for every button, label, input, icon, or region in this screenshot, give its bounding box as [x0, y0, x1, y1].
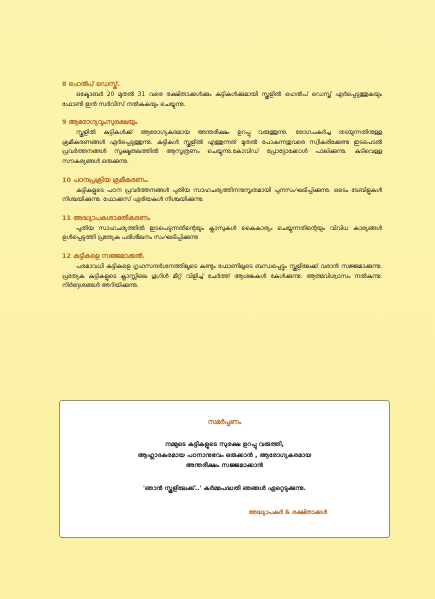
- section-body: ഒക്ടോബർ 20 മുതൽ 31 വരെ രക്ഷിതാക്കൾക്കും കുട്ടികൾക്കുമായി സ്കൂളിൽ ഹെൽപ് ഡെസ്ക് ഏർപ്പെടുത്തുകയും ഫോൺ ഇൻ സർവീസ് നൽകുകയും ചെയ്യുന്നു.: [62, 92, 382, 108]
- dedication-line: നമ്മുടെ കുട്ടികളുടെ സുരക്ഷ ഉറപ്പു വരുത്തി,: [165, 441, 284, 448]
- section-learning-process: [62, 176, 382, 206]
- section-health-safety: [62, 118, 382, 167]
- section-heading: 8 ഹെൽപ് ഡെസ്ക്.: [62, 80, 120, 88]
- section-heading: 12 കുട്ടികളെ സജ്ജമാക്കൽ.: [62, 251, 145, 260]
- sections-container: [62, 80, 382, 300]
- section-heading: 10 പഠനപ്രക്രിയ ക്രമീകരണം.: [62, 175, 149, 184]
- dedication-title: സമർപ്പണം: [207, 418, 242, 426]
- section-body: കുട്ടികളുടെ പഠന പ്രവർത്തനങ്ങൾ പുതിയ സാഹചര്യത്തിനനുസൃതമായി പുനസംഘടിപ്പിക്കുന്നു. ടൈം ടേബിളുകൾ നിശ്ചയിക്കുന്നു. ഫോക്കസ് ഏരിയകൾ നിശ്ചയിക്കുന്നു.: [62, 187, 382, 204]
- dedication-lines: [60, 440, 389, 472]
- dedication-box: [59, 400, 390, 538]
- section-body: സ്കൂളിൽ കുട്ടികൾക്ക് ആരോഗ്യകരമായ അന്തരീക്ഷം ഉറപ്പു വരുത്തുന്നു. രോഗപകർച്ച തടയുന്നതിനുള്ള ക്രമീകരണങ്ങൾ ഏർപ്പെടുത്തുന്നു. കുട്ടികൾ സ്കൂളിൽ എത്തുന്നത് മുതൽ പോകുന്നതുവരെ സ്വീകരിക്കേണ്ട ഇടപെടൽ പ്രവർത്തനങ്ങൾ സൂക്ഷ്മതലത്തിൽ ആസൂത്രണം ചെയ്യുന്നു.കോവിഡ് പ്രോട്ടോക്കോൾ പാലിക്കുന്നു. കുടിവെള്ള സൗകര്യങ്ങൾ ഒരുക്കുന്നു.: [62, 130, 382, 165]
- dedication-line: അന്തരീക്ഷം സജ്ജമാക്കാൻ: [185, 462, 264, 469]
- section-student-preparation: [62, 252, 382, 292]
- section-body: പുതിയ സാഹചര്യത്തിൽ ഇടപെടുന്നതിന്റെയും ക്ലാസുകൾ കൈകാര്യം ചെയ്യുന്നതിന്റെയും വിവിധ കാര്യങ്ങൾ ഉൾപ്പെടുത്തി പ്രത്യേക പരിശീലനം സംഘടിപ്പിക്കുന്നു: [62, 225, 382, 242]
- dedication-line: ആഹ്ലാദകരമായ പഠനാനുഭവം ഒരുക്കാൻ , ആരോഗ്യകരമായ: [137, 451, 312, 459]
- section-heading: 11 അദ്ധ്യാപകശാക്തീകരണം: [62, 213, 151, 222]
- dedication-signature: അദ്ധ്യാപകർ & രക്ഷിതാക്കൾ: [248, 510, 327, 516]
- section-heading: 9 ആരോഗ്യവുംസുരക്ഷയും: [62, 118, 138, 127]
- section-help-desk: [62, 80, 382, 110]
- dedication-pledge: 'ഞാൻ സ്കൂളിലേക്ക്..' കർമ്മപദ്ധതി ഞങ്ങൾ ഏറ്റെടുക്കുന്നു.: [143, 484, 306, 492]
- section-teacher-empowerment: [62, 214, 382, 244]
- section-body: പരമാവധി കുട്ടികളെ ഗൃഹസന്ദർശനത്തിലൂടെ കണ്ടും ഫോണിലൂടെ ബന്ധപ്പെട്ടും സ്കൂളിലേക്ക് വരാൻ സജ്ജമാക്കുന്നു. പ്രത്യേക കുട്ടികളുടെ ക്ലാസ്സിലെ ഗൂഗിൾ മീറ്റ് വിളിച്ച് ചേർത്ത് ആശങ്കകൾ കേൾക്കുന്നു. ആത്മവിശ്വാസം നൽകുന്നു. നിർദ്ദേശങ്ങൾ അറിയിക്കുന്നു.: [62, 263, 382, 290]
